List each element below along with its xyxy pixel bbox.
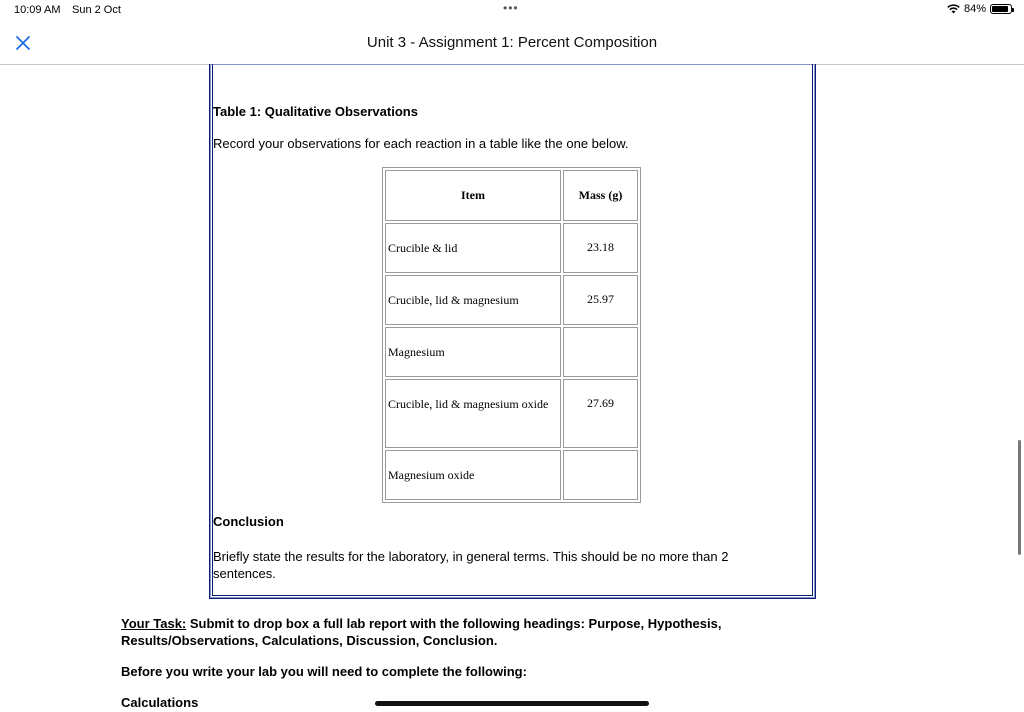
cell-mass: 23.18	[563, 223, 638, 273]
cell-item: Magnesium	[385, 327, 561, 377]
observations-table	[382, 167, 641, 503]
multitasking-dots-icon[interactable]: •••	[503, 1, 519, 15]
status-indicators	[947, 3, 1012, 15]
cell-item: Crucible, lid & magnesium oxide	[385, 379, 561, 448]
before-text: Before you write your lab you will need to complete the following:	[121, 664, 527, 679]
conclusion-heading: Conclusion	[213, 514, 284, 529]
task-text: Submit to drop box a full lab report with the following headings: Purpose, Hypothesis, Results/Observations, Calculations, Discussion, Conclusion.	[121, 616, 722, 648]
battery-percent: 84%	[963, 3, 986, 15]
task-label: Your Task:	[121, 616, 187, 631]
cell-mass	[563, 450, 638, 500]
cell-item: Crucible, lid & magnesium	[385, 275, 561, 325]
navigation-bar	[0, 22, 1024, 65]
cell-mass: 27.69	[563, 379, 638, 448]
table-heading: Table 1: Qualitative Observations	[213, 104, 418, 119]
status-bar	[0, 0, 1024, 22]
table-row	[385, 450, 638, 500]
cell-item: Magnesium oxide	[385, 450, 561, 500]
cell-mass: 25.97	[563, 275, 638, 325]
table-row	[385, 379, 638, 448]
table-row	[385, 327, 638, 377]
wifi-icon	[947, 4, 960, 14]
conclusion-text: Briefly state the results for the laboratory, in general terms. This should be no more than 2 sentences.	[213, 549, 729, 581]
cell-mass	[563, 327, 638, 377]
header-mass: Mass (g)	[563, 170, 638, 221]
table-instruction: Record your observations for each reaction in a table like the one below.	[213, 136, 629, 151]
table-header-row	[385, 170, 638, 221]
page-title: Unit 3 - Assignment 1: Percent Composition	[366, 34, 658, 51]
status-date: Sun 2 Oct	[72, 4, 121, 16]
calculations-heading: Calculations	[121, 695, 199, 710]
cell-item: Crucible & lid	[385, 223, 561, 273]
scrollbar[interactable]	[1018, 440, 1021, 555]
status-time: 10:09 AM	[14, 4, 61, 16]
home-indicator[interactable]	[375, 701, 649, 706]
table-row	[385, 275, 638, 325]
header-item: Item	[385, 170, 561, 221]
task-paragraph	[121, 615, 801, 649]
battery-icon	[990, 4, 1012, 14]
table-row	[385, 223, 638, 273]
